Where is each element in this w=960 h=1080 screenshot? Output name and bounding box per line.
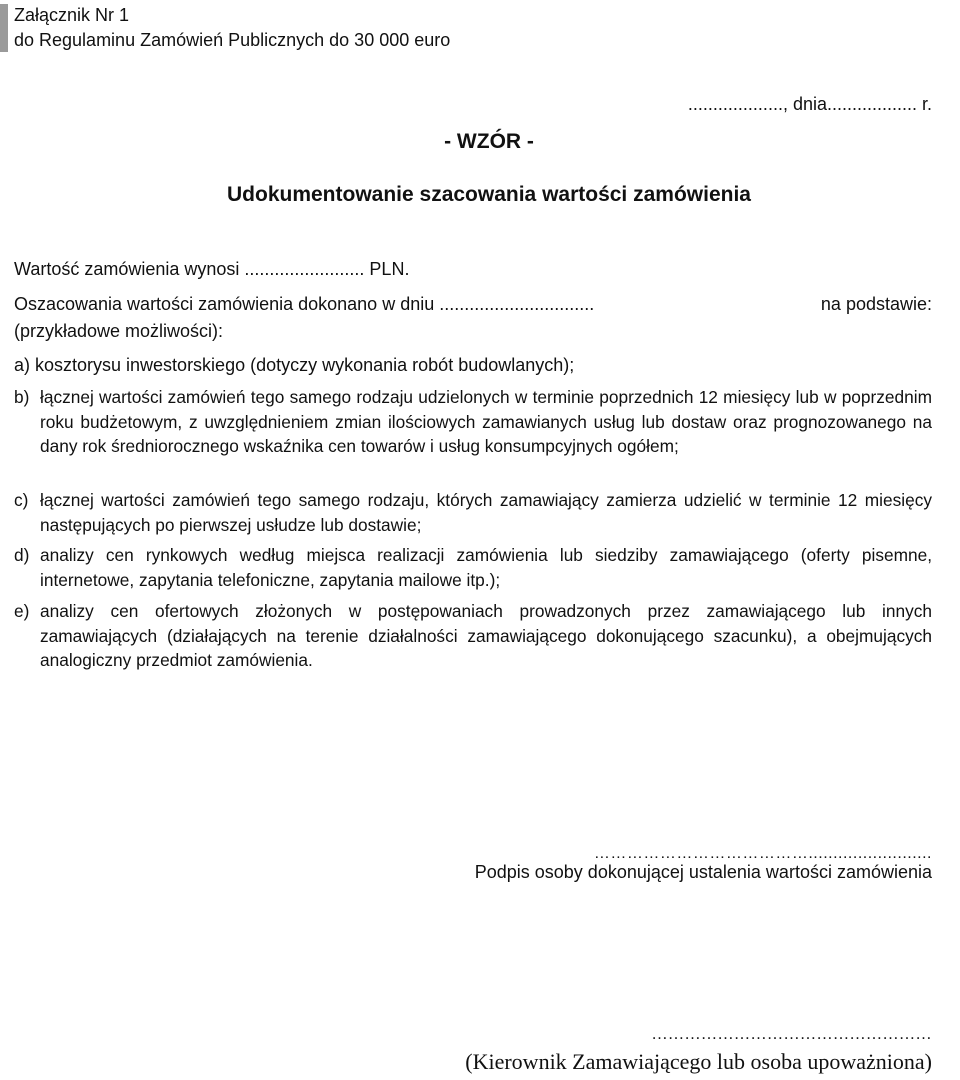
option-label: e) (14, 601, 30, 621)
order-value-line: Wartość zamówienia wynosi ........................ PLN. (14, 259, 410, 279)
date-place-line: ..................., dnia.................. r. (687, 94, 932, 114)
annex-reference: do Regulaminu Zamówień Publicznych do 30 000 euro (14, 30, 451, 50)
signature-caption-1: Podpis osoby dokonującej ustalenia wartości zamówienia (474, 862, 932, 882)
option-text: łącznej wartości zamówień tego samego rodzaju udzielonych w terminie poprzednich 12 miesięcy lub w poprzednim roku budżetowym, z uwzględnieniem zmian ilościowych zamawianych usług lub dostaw oraz prognozowanego na dany rok średniorocznego wskaźnika cen towarów i usług konsumpcyjnych ogółem; (40, 387, 932, 456)
option-d (14, 543, 932, 592)
estimate-basis-text: na podstawie: (820, 294, 932, 314)
examples-heading: (przykładowe możliwości): (14, 321, 224, 341)
signature-line-1: …………………………………......................... (593, 845, 932, 862)
option-a: a) kosztorysu inwestorskiego (dotyczy wykonania robót budowlanych); (14, 355, 575, 375)
annex-marker-bar (0, 4, 8, 52)
option-text: analizy cen ofertowych złożonych w postępowaniach prowadzonych przez zamawiającego lub innych zamawiających (działających na terenie działalności zamawiającego dokonującego szacunku), a obejmujących analogiczny przedmiot zamówienia. (40, 601, 932, 670)
signature-line-2: …………………………………………… (651, 1026, 932, 1043)
option-label: c) (14, 490, 29, 510)
option-text: analizy cen rynkowych według miejsca realizacji zamówienia lub siedziby zamawiającego (oferty pisemne, internetowe, zapytania telefoniczne, zapytania mailowe itp.); (40, 545, 932, 590)
option-c (14, 488, 932, 537)
template-label: - WZÓR - (444, 130, 534, 153)
document-title: Udokumentowanie szacowania wartości zamówienia (227, 183, 751, 206)
option-label: d) (14, 545, 30, 565)
estimate-date-line (14, 294, 932, 315)
option-e (14, 599, 932, 673)
annex-number: Załącznik Nr 1 (14, 5, 130, 25)
option-b (14, 385, 932, 459)
option-label: b) (14, 387, 30, 407)
estimate-date-text: Oszacowania wartości zamówienia dokonano w dniu ............................... (14, 294, 595, 314)
option-text: łącznej wartości zamówień tego samego rodzaju, których zamawiający zamierza udzielić w terminie 12 miesięcy następujących po pierwszej usłudze lub dostawie; (40, 490, 932, 535)
signature-caption-2: (Kierownik Zamawiającego lub osoba upoważniona) (465, 1049, 932, 1074)
